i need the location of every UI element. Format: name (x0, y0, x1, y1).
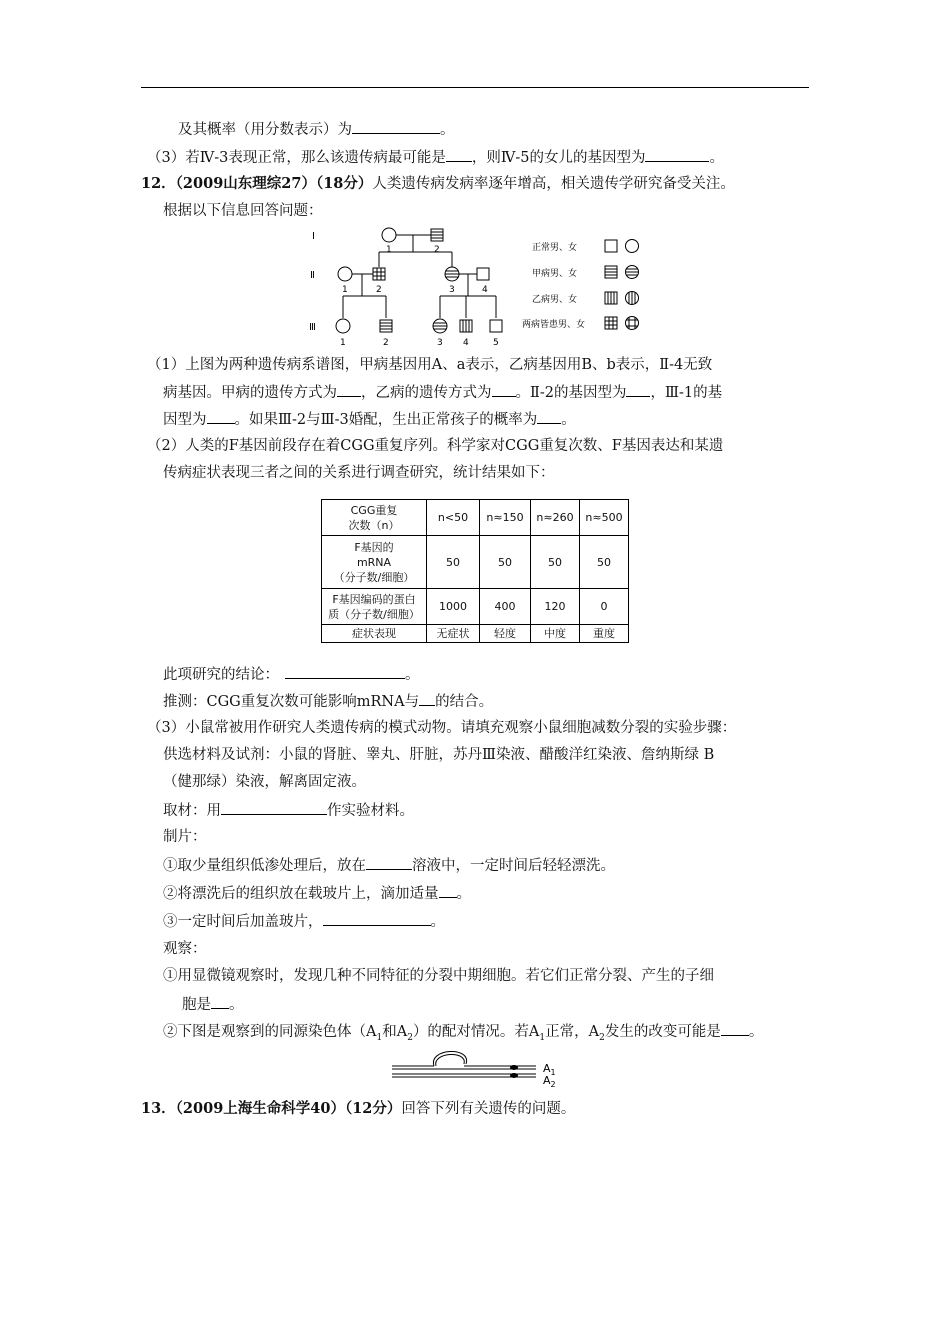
question-12-header: 12．（2009山东理综27）（18分）人类遗传病发病率逐年增高，相关遗传学研究备受关注。 (141, 175, 735, 192)
individual-number: 4 (463, 338, 469, 347)
table-cell: F基因的 mRNA （分子数/细胞） (322, 536, 427, 589)
answer-blank[interactable] (419, 691, 435, 706)
text-line: （1）上图为两种遗传病系谱图，甲病基因用A、a表示，乙病基因用B、b表示，Ⅱ-4无致 (147, 357, 713, 373)
pedigree-disease-a-male (431, 229, 443, 241)
individual-number: 1 (386, 245, 392, 255)
table-row (322, 625, 629, 643)
table-cell: 症状表现 (322, 625, 427, 643)
table-cell: 0 (580, 589, 629, 625)
text-line: 因型为 。如果Ⅲ-2与Ⅲ-3婚配，生出正常孩子的概率为 。 (163, 409, 576, 430)
text-line: 观察： (163, 941, 207, 957)
pedigree-normal-female (338, 267, 352, 281)
table-row (322, 589, 629, 625)
answer-blank[interactable] (323, 911, 431, 926)
individual-number: 3 (437, 338, 443, 347)
pedigree-disease-a-female (445, 267, 459, 281)
table-row (322, 536, 629, 589)
pedigree-normal-male (477, 268, 489, 280)
pedigree-disease-b-male (460, 320, 472, 332)
answer-blank[interactable] (537, 409, 561, 424)
answer-blank[interactable] (285, 664, 405, 679)
individual-number: 5 (493, 338, 499, 347)
table-cell: n≈500 (580, 500, 629, 536)
pedigree-both-diseases-male (373, 268, 385, 280)
individual-number: 4 (482, 285, 488, 295)
answer-blank[interactable] (366, 855, 412, 870)
table-cell: 50 (531, 536, 580, 589)
text-line: ②下图是观察到的同源染色体（$A_1$和$A_2$）的配对情况。若$A_1$正常，$A_2$发生的改变可能是 。 (163, 1021, 763, 1048)
table-cell: 中度 (531, 625, 580, 643)
generation-label: Ⅱ (310, 270, 315, 281)
table-cell: 50 (580, 536, 629, 589)
table-cell: 400 (480, 589, 531, 625)
individual-number: 2 (376, 285, 382, 295)
text-line: 及其概率（用分数表示）为 。 (178, 119, 455, 140)
pedigree-disease-a-male (380, 320, 392, 332)
legend-disease-a-male (605, 266, 617, 278)
text-line: 取材：用 作实验材料。 (163, 800, 414, 821)
answer-blank[interactable] (337, 382, 361, 397)
pedigree-figure (300, 222, 650, 347)
table-cell: n≈150 (480, 500, 531, 536)
question-13-header: 13．（2009上海生命科学40）（12分）回答下列有关遗传的问题。 (141, 1100, 576, 1117)
text-line: ③一定时间后加盖玻片， 。 (163, 911, 445, 932)
answer-blank[interactable] (207, 409, 235, 424)
legend-label: 甲病男、女 (532, 269, 578, 279)
legend-label: 两病皆患男、女 (522, 320, 586, 330)
answer-blank[interactable] (211, 994, 229, 1009)
chromosome-label-a1: $A_1$ (543, 1062, 556, 1077)
chromosome-pairing-diagram (388, 1044, 568, 1090)
text-line: （3）若Ⅳ-3表现正常，那么该遗传病最可能是 ，则Ⅳ-5的女儿的基因型为 。 (147, 147, 724, 168)
text-line: ①用显微镜观察时，发现几种不同特征的分裂中期细胞。若它们正常分裂、产生的子细 (163, 968, 714, 984)
chromosome-label-a2: $A_2$ (543, 1074, 556, 1089)
table-cell: n<50 (427, 500, 480, 536)
legend-disease-b-male (605, 292, 617, 304)
text-line: 胞是 。 (182, 994, 244, 1015)
table-cell: F基因编码的蛋白 质（分子数/细胞） (322, 589, 427, 625)
text-line: （2）人类的F基因前段存在着CGG重复序列。科学家对CGG重复次数、F基因表达和某遗 (147, 438, 724, 454)
answer-blank[interactable] (492, 382, 516, 397)
legend-disease-a-female (626, 266, 639, 279)
legend-both-diseases-male (605, 317, 617, 329)
table-cell: 50 (427, 536, 480, 589)
pedigree-normal-female (382, 228, 396, 242)
legend-normal-male (605, 240, 617, 252)
generation-label: Ⅰ (312, 231, 315, 242)
individual-number: 1 (340, 338, 346, 347)
text-line: 制片： (163, 829, 207, 845)
text-line: 传病症状表现三者之间的关系进行调查研究，统计结果如下： (163, 465, 555, 481)
legend-both-diseases-female (626, 317, 639, 330)
text-line: 供选材料及试剂：小鼠的肾脏、睾丸、肝脏，苏丹Ⅲ染液、醋酸洋红染液、詹纳斯绿 B (163, 747, 715, 763)
table-cell: CGG重复 次数（n） (322, 500, 427, 536)
individual-number: 2 (383, 338, 389, 347)
individual-number: 1 (342, 285, 348, 295)
answer-blank[interactable] (439, 883, 457, 898)
text-line: ①取少量组织低渗处理后，放在 溶液中，一定时间后轻轻漂洗。 (163, 855, 615, 876)
text-line: （3）小鼠常被用作研究人类遗传病的模式动物。请填充观察小鼠细胞减数分裂的实验步骤： (147, 720, 737, 736)
pedigree-normal-female (336, 319, 350, 333)
text-line: （健那绿）染液，解离固定液。 (163, 774, 366, 790)
individual-number: 3 (449, 285, 455, 295)
individual-number: 2 (434, 245, 440, 255)
answer-blank[interactable] (626, 382, 650, 397)
text-line: 推测：CGG重复次数可能影响mRNA与 的结合。 (163, 691, 493, 712)
cgg-data-table (321, 499, 629, 643)
answer-blank[interactable] (645, 147, 709, 162)
answer-blank[interactable] (721, 1021, 749, 1036)
generation-label: Ⅲ (309, 322, 316, 333)
legend-label: 正常男、女 (532, 243, 578, 253)
legend-normal-female (626, 240, 639, 253)
legend-label: 乙病男、女 (532, 295, 578, 305)
answer-blank[interactable] (446, 147, 472, 162)
text-line: 此项研究的结论： 。 (163, 664, 420, 685)
table-cell: 120 (531, 589, 580, 625)
text-line: 根据以下信息回答问题： (163, 203, 323, 219)
table-cell: n≈260 (531, 500, 580, 536)
pedigree-normal-male (490, 320, 502, 332)
pedigree-disease-a-female (433, 319, 447, 333)
answer-blank[interactable] (352, 119, 440, 134)
table-row (322, 500, 629, 536)
legend-disease-b-female (626, 292, 639, 305)
table-cell: 重度 (580, 625, 629, 643)
table-cell: 1000 (427, 589, 480, 625)
answer-blank[interactable] (221, 800, 327, 815)
table-cell: 50 (480, 536, 531, 589)
table-cell: 轻度 (480, 625, 531, 643)
text-line: ②将漂洗后的组织放在载玻片上，滴加适量 。 (163, 883, 471, 904)
table-cell: 无症状 (427, 625, 480, 643)
text-line: 病基因。甲病的遗传方式为 ，乙病的遗传方式为 。Ⅱ-2的基因型为 ，Ⅲ-1的基 (163, 382, 722, 403)
header-rule (141, 87, 809, 88)
